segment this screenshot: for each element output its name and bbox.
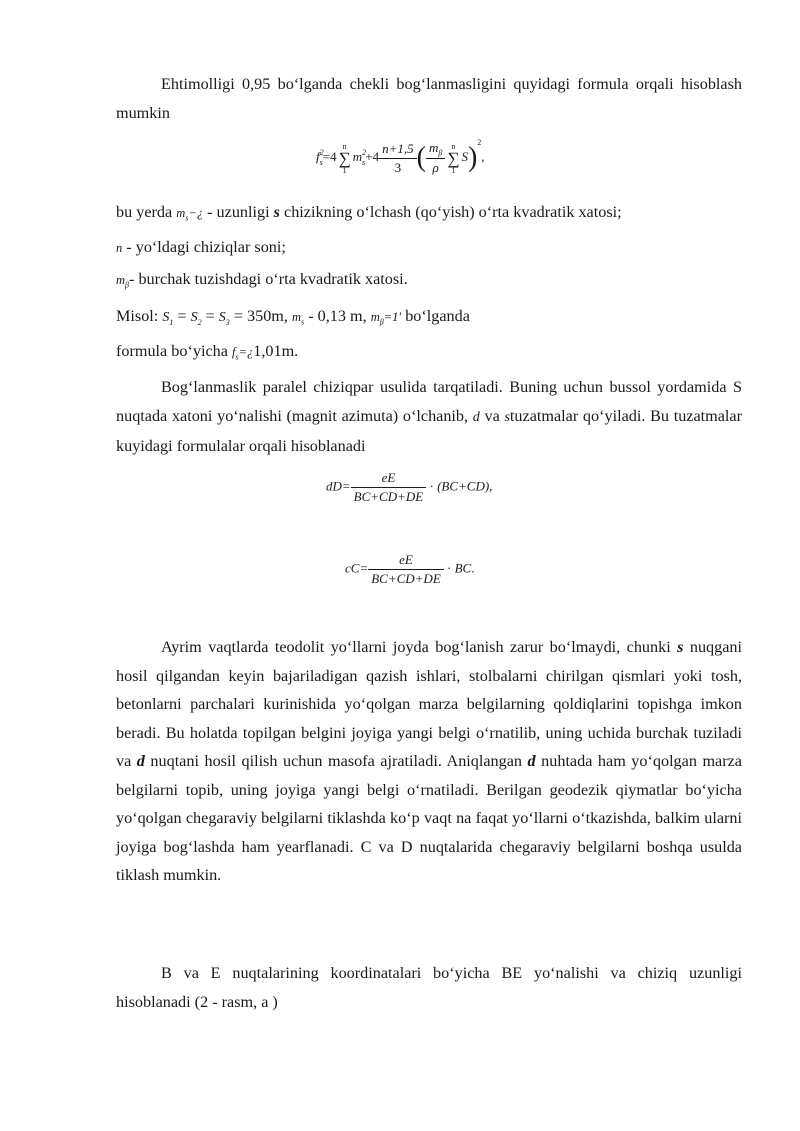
formula1-plus: +4	[365, 149, 380, 164]
formula-cC: cC= $\frac{eE}{BC+CD+DE}$ · BC.	[345, 552, 475, 586]
paragraph-intro	[116, 70, 742, 127]
formula1-inner-fraction: $\frac{m_\beta}{\rho}$	[426, 140, 445, 177]
paragraph-coordinates: B va E nuqtalarining koordinatalari bo‘yicha BE yo‘nalishi va chiziq uzunligi hisoblanadi (2 - rasm, a )	[116, 964, 742, 1011]
example-line: Misol: $S_1 = S_2 = S_3 = 350m$, $m_s - 0,13$ m, $m_\beta=1'$ bo‘lganda	[116, 307, 470, 327]
formula3-fraction: $\frac{eE}{BC+CD+DE}$	[368, 552, 444, 587]
formula1-open-paren: (	[416, 142, 426, 174]
definition-mbeta: $m_\beta-$ burchak tuzishdagi o‘rta kvadratik xatosi.	[116, 270, 408, 290]
formula1-fraction: $\frac{n+1,5}{3}$	[379, 141, 417, 176]
paragraph-teodolit: Ayrim vaqtlarda teodolit yo‘llarni joyda bog‘lanish zarur bo‘lmaydi, chunki s nuqgani hosil qilgandan keyin bajariladigan qazish ishlari, stolbalarni chirilgan qismlari yoki tosh, betonlarni parchalari kurinishida yo‘qolgan marza belgilarning qoldiqlarini topishga imkon beradi. Bu holatda topilgan belgini joyiga yangi belgi o‘rnatilib, uning uchida burchak tuziladi va d nuqtani hosil qilish uchun masofa ajratiladi. Aniqlangan d nuhtada ham yo‘qolgan marza belgilarni topib, uning joyiga yangi belgi o‘rnatiladi. Berilgan geodezik qiymatlar bo‘yicha yo‘qolgan chegaraviy belgilarni tiklashda ko‘p vaqt na faqat yo‘llarni o‘tkazishda, balkim ularni joyiga bog‘lashda ham yearflanadi. C va D nuqtalarida chegaraviy belgilarni boshqa usulda tiklash mumkin.	[116, 638, 743, 884]
formula1-eq: =4	[322, 149, 337, 164]
formula1-outer-exp: 2	[477, 138, 482, 147]
formula2-fraction: $\frac{eE}{BC+CD+DE}$	[351, 470, 427, 505]
sum-symbol-2: n ∑ 1	[447, 141, 460, 175]
formula1-tail: ,	[481, 149, 485, 164]
paragraph-intro-text: Ehtimolligi 0,95 bo‘lganda chekli bog‘lanmasligini quyidagi formula orqali hisoblash mumkin	[116, 75, 742, 122]
formula1-term1: $m^2_s$	[352, 148, 367, 167]
formula1-close-paren: )	[467, 142, 478, 174]
definition-n: n - yo‘ldagi chiziqlar soni;	[116, 238, 286, 256]
definition-ms: bu yerda $m_s-¿$ - uzunligi s chizikning o‘lchash (qo‘yish) o‘rta kvadratik xatosi;	[116, 203, 622, 223]
formula-error-sum	[316, 138, 485, 176]
paragraph-parallel-lines: Bog‘lanmaslik paralel chiziqpar usulida tarqatiladi. Buning uchun bussol yordamida S nuqtada xatoni yo‘nalishi (magnit azimuta) o‘lchanib, d va stuzatmalar qo‘yiladi. Bu tuzatmalar kuyidagi formulalar orqali hisoblanadi	[116, 378, 743, 455]
sum-symbol-1: n ∑ 1	[338, 141, 351, 175]
formula1-lhs: $f^2_s$	[316, 148, 324, 167]
example-result: formula bo‘yicha $f_s=¿1,01m$.	[116, 342, 299, 362]
formula1-term2: S	[461, 149, 468, 164]
formula-dD: dD= $\frac{eE}{BC+CD+DE}$ · (BC+CD),	[326, 470, 493, 504]
